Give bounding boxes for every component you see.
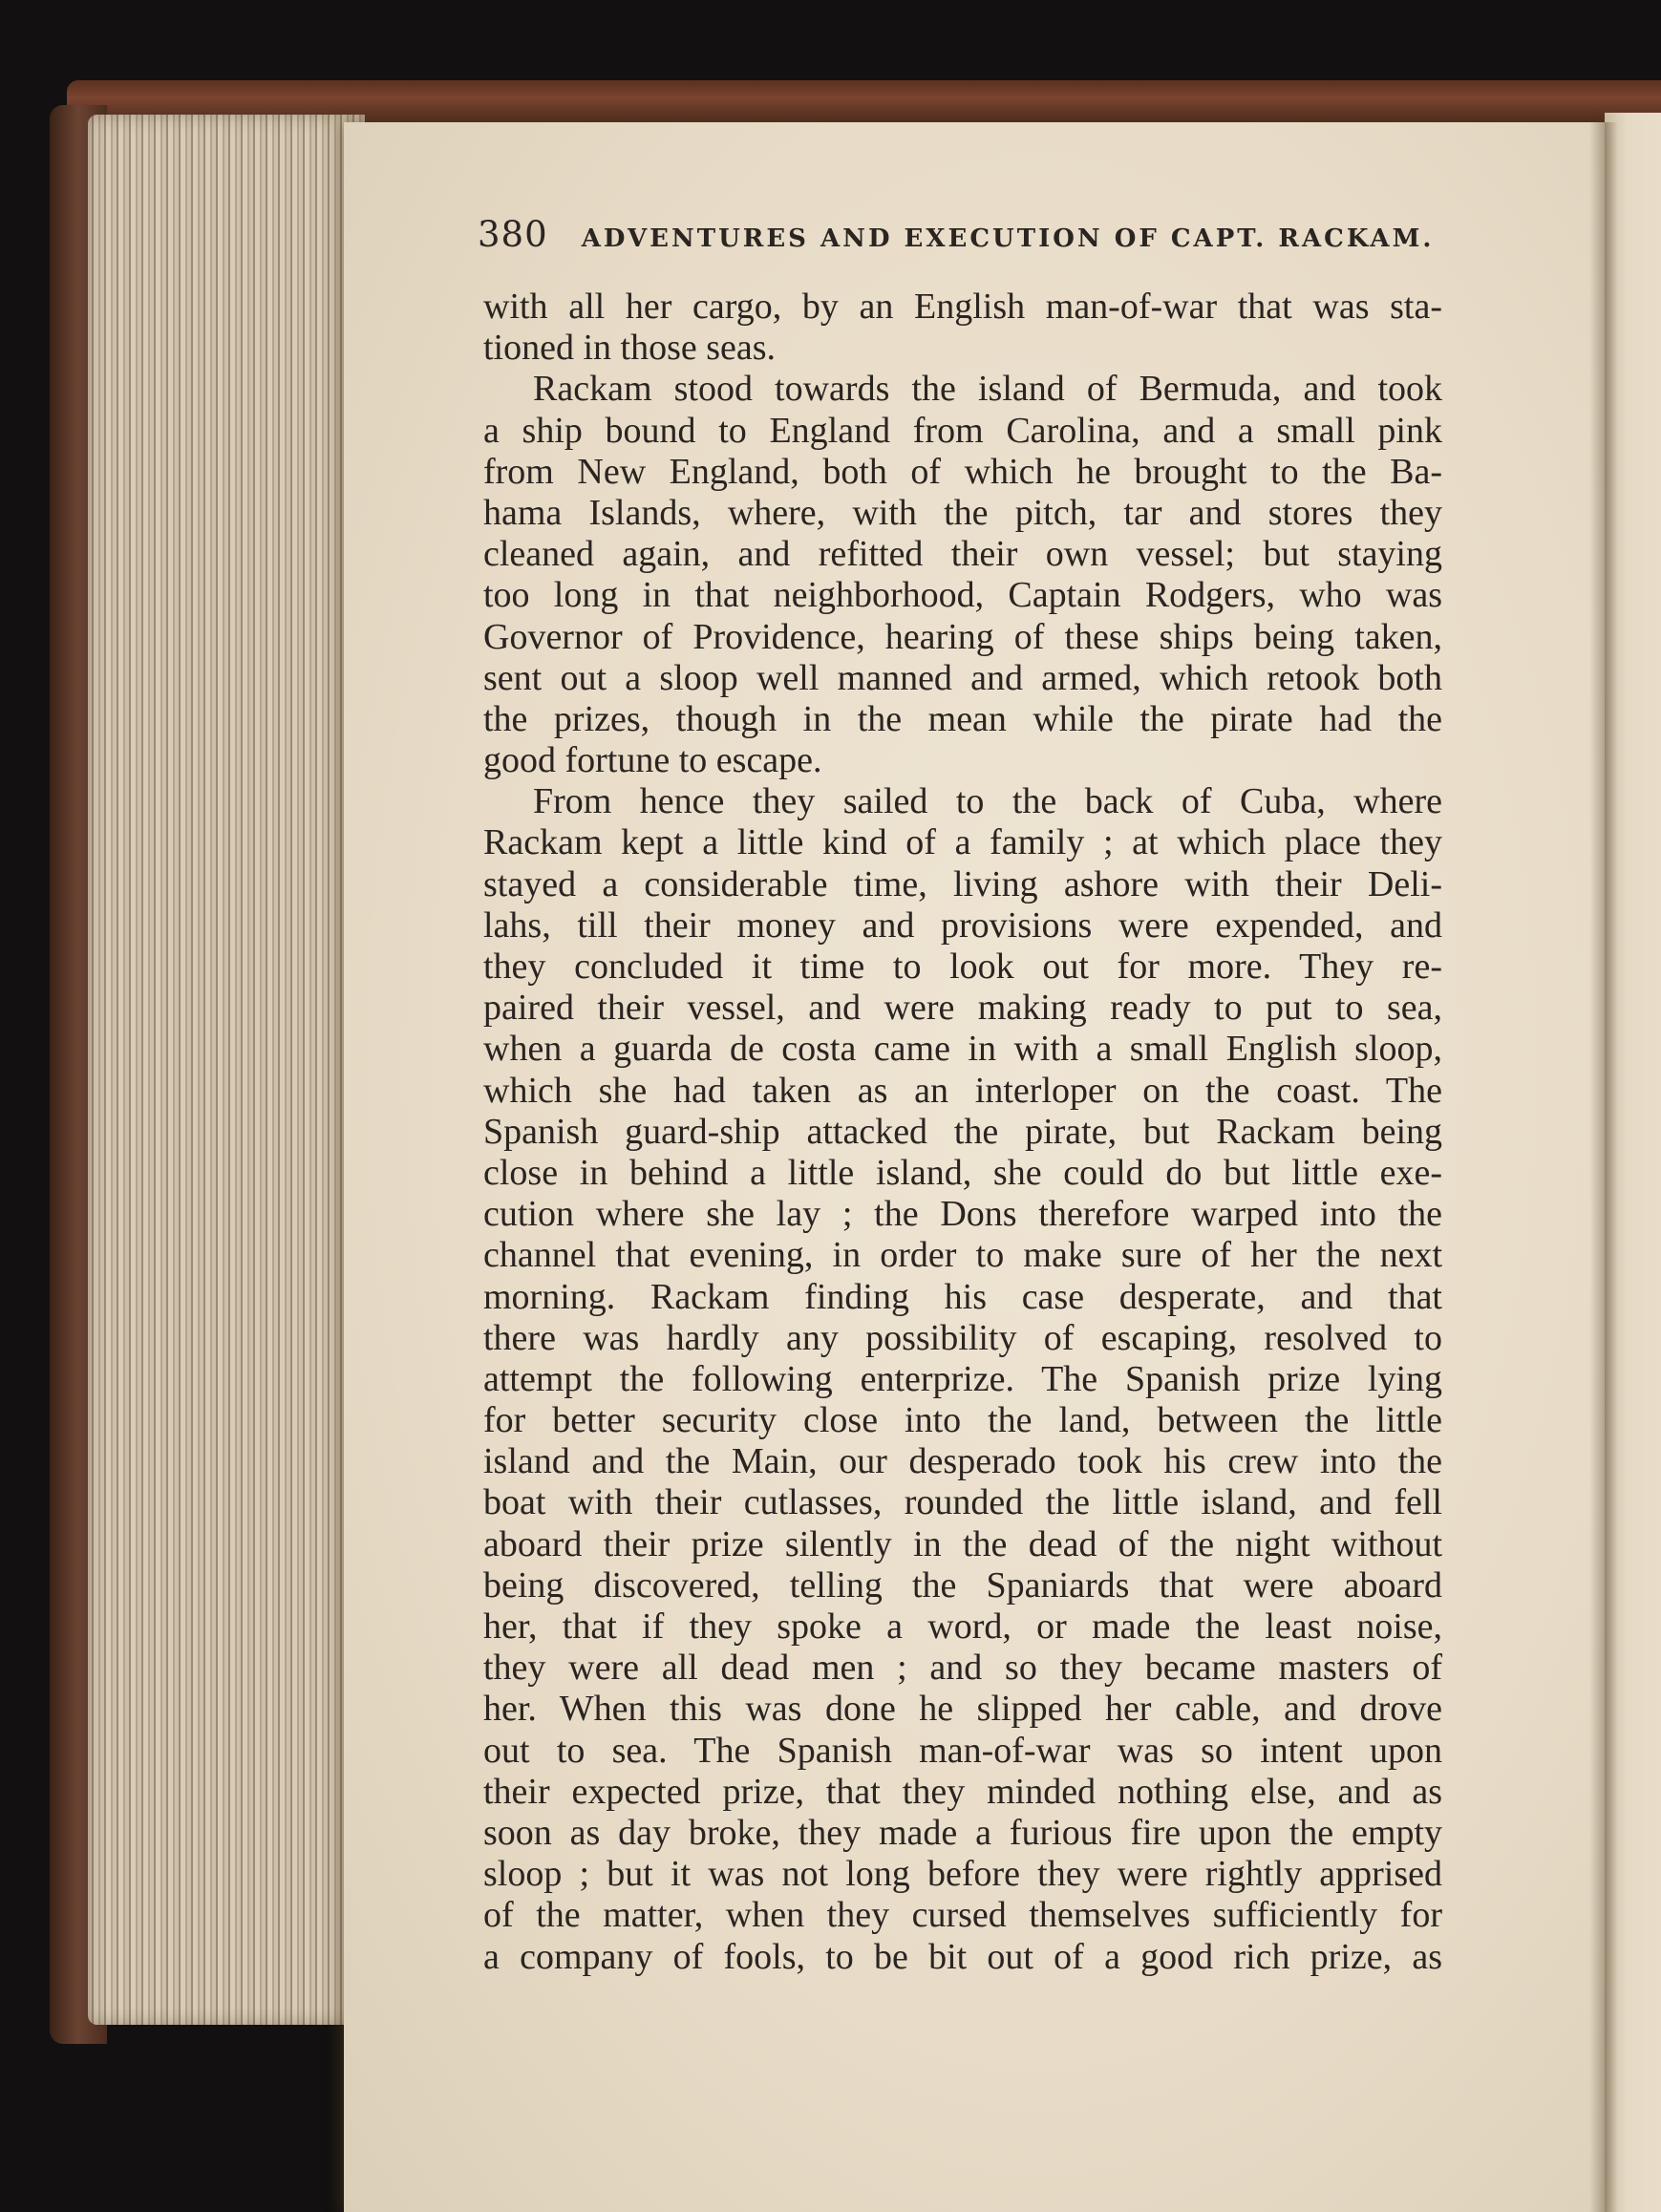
- page-number: 380: [478, 214, 548, 255]
- text-line: lahs, till their money and provisions were expended, and: [483, 904, 1442, 946]
- text-line: cution where she lay ; the Dons therefore warped into the: [483, 1194, 1442, 1235]
- text-line: sloop ; but it was not long before they were rightly apprised: [483, 1854, 1442, 1895]
- text-line: hama Islands, where, with the pitch, tar and stores they: [483, 492, 1442, 533]
- text-line: of the matter, when they cursed themselves sufficiently for: [483, 1895, 1442, 1936]
- text-line: when a guarda de costa came in with a small English sloop,: [483, 1029, 1442, 1070]
- text-line: being discovered, telling the Spaniards that were aboard: [483, 1564, 1442, 1606]
- running-head: [478, 214, 1442, 258]
- text-line: her, that if they spoke a word, or made the least noise,: [483, 1606, 1442, 1647]
- text-line: boat with their cutlasses, rounded the little island, and fell: [483, 1482, 1442, 1523]
- text-line: a ship bound to England from Carolina, and a small pink: [483, 410, 1442, 451]
- text-line: there was hardly any possibility of escaping, resolved to: [483, 1317, 1442, 1358]
- text-line: good fortune to escape.: [483, 740, 822, 781]
- running-title: ADVENTURES AND EXECUTION OF CAPT. RACKAM.: [581, 224, 1435, 253]
- text-line: which she had taken as an interloper on the coast. The: [483, 1070, 1442, 1111]
- text-line: Rackam kept a little kind of a family ; at which place they: [483, 822, 1442, 863]
- text-line: island and the Main, our desperado took his crew into the: [483, 1441, 1442, 1482]
- text-line: they were all dead men ; and so they became masters of: [483, 1648, 1442, 1689]
- text-line: they concluded it time to look out for more. They re-: [483, 946, 1442, 987]
- text-line: her. When this was done he slipped her cable, and drove: [483, 1689, 1442, 1730]
- text-line: with all her cargo, by an English man-of-war that was sta-: [483, 287, 1442, 327]
- text-line: Governor of Providence, hearing of these ships being taken,: [483, 616, 1442, 657]
- stacked-page-edges: [88, 115, 365, 2025]
- text-line: too long in that neighborhood, Captain Rodgers, who was: [483, 575, 1442, 616]
- text-line: Rackam stood towards the island of Bermuda, and took: [533, 369, 1442, 410]
- text-line: morning. Rackam finding his case desperate, and that: [483, 1276, 1442, 1317]
- text-line: stayed a considerable time, living ashore with their Deli-: [483, 863, 1442, 904]
- text-line: for better security close into the land, between the little: [483, 1400, 1442, 1441]
- text-line: aboard their prize silently in the dead of the night without: [483, 1523, 1442, 1564]
- text-line: From hence they sailed to the back of Cuba, where: [533, 781, 1442, 822]
- text-line: channel that evening, in order to make sure of her the next: [483, 1235, 1442, 1276]
- text-line: their expected prize, that they minded nothing else, and as: [483, 1771, 1442, 1812]
- text-line: soon as day broke, they made a furious fire upon the empty: [483, 1812, 1442, 1853]
- text-line: cleaned again, and refitted their own vessel; but staying: [483, 534, 1442, 575]
- text-line: a company of fools, to be bit out of a good rich prize, as: [483, 1936, 1442, 1977]
- text-line: tioned in those seas.: [483, 328, 777, 369]
- text-line: out to sea. The Spanish man-of-war was so intent upon: [483, 1730, 1442, 1771]
- text-line: close in behind a little island, she could do but little exe-: [483, 1152, 1442, 1193]
- text-line: sent out a sloop well manned and armed, which retook both: [483, 657, 1442, 698]
- text-line: attempt the following enterprize. The Spanish prize lying: [483, 1358, 1442, 1399]
- body-text: [483, 287, 1442, 1978]
- text-line: the prizes, though in the mean while the pirate had the: [483, 698, 1442, 739]
- text-line: from New England, both of which he brought to the Ba-: [483, 451, 1442, 492]
- page-gutter-shadow: [1589, 122, 1618, 2212]
- text-line: paired their vessel, and were making ready to put to sea,: [483, 988, 1442, 1029]
- text-line: Spanish guard-ship attacked the pirate, but Rackam being: [483, 1111, 1442, 1152]
